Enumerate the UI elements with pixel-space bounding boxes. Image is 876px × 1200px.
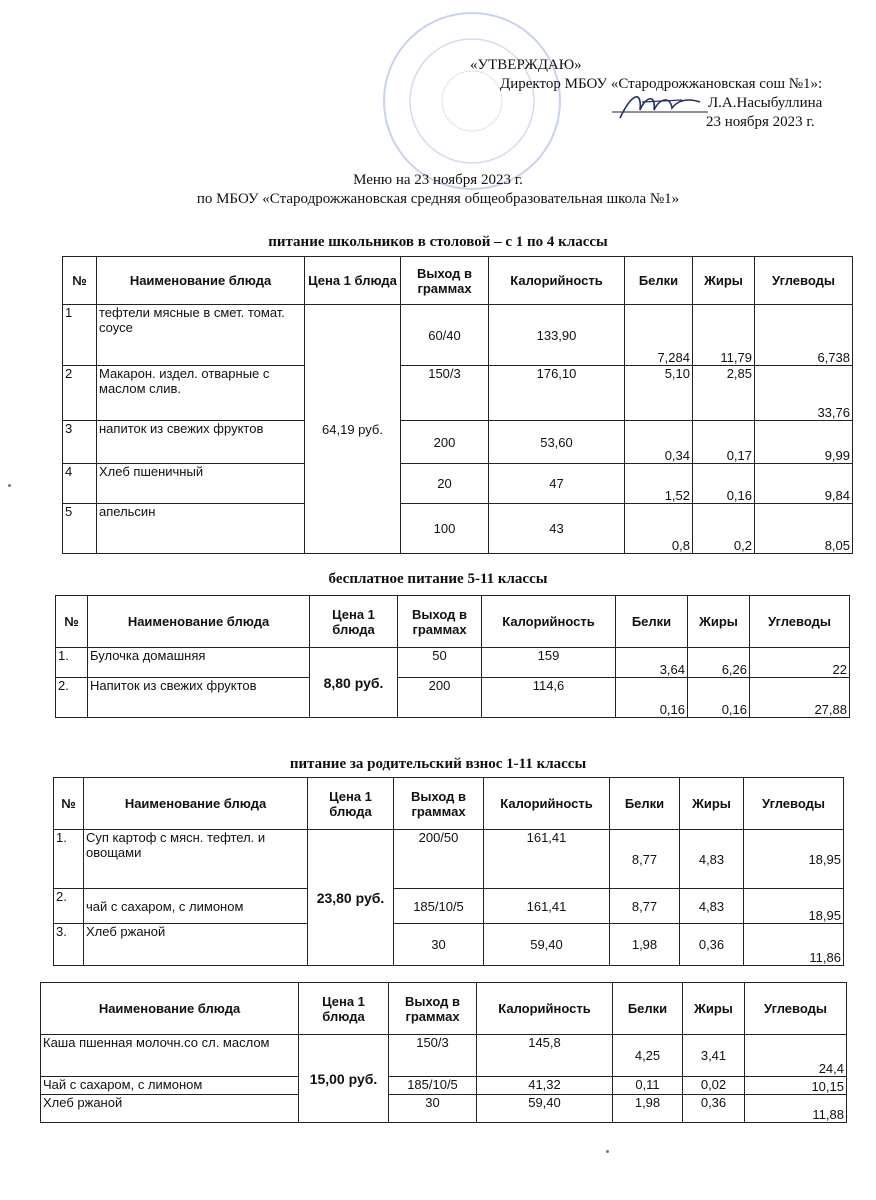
section-title-grades-1-4: питание школьников в столовой – с 1 по 4 классы bbox=[268, 234, 608, 250]
dish-carbs: 10,15 bbox=[745, 1077, 847, 1095]
dish-yield: 30 bbox=[389, 1095, 477, 1123]
col-header-yield: Выход в граммах bbox=[394, 778, 484, 830]
dish-fat: 2,85 bbox=[693, 366, 755, 421]
director-line: Директор МБОУ «Стародрожжановская сош №1»: bbox=[500, 76, 823, 92]
dish-name: напиток из свежих фруктов bbox=[97, 421, 305, 464]
dish-fat: 0,17 bbox=[693, 421, 755, 464]
col-header-kcal: Калорийность bbox=[477, 983, 613, 1035]
dish-protein: 1,98 bbox=[610, 924, 680, 966]
row-num: 2. bbox=[54, 889, 84, 924]
dish-kcal: 114,6 bbox=[482, 678, 616, 718]
table-row bbox=[56, 648, 850, 678]
table-header-row bbox=[41, 983, 847, 1035]
col-header-price: Цена 1 блюда bbox=[308, 778, 394, 830]
dish-protein: 0,16 bbox=[616, 678, 688, 718]
dish-kcal: 145,8 bbox=[477, 1035, 613, 1077]
menu-title: Меню на 23 ноября 2023 г. bbox=[353, 172, 523, 188]
row-num: 3. bbox=[54, 924, 84, 966]
dish-protein: 1,98 bbox=[613, 1095, 683, 1123]
dish-carbs: 18,95 bbox=[744, 830, 844, 889]
dish-name: Хлеб ржаной bbox=[41, 1095, 299, 1123]
dish-kcal: 41,32 bbox=[477, 1077, 613, 1095]
col-header-num: № bbox=[54, 778, 84, 830]
table-row bbox=[63, 504, 853, 554]
director-signature bbox=[612, 88, 712, 124]
dish-kcal: 43 bbox=[489, 504, 625, 554]
dish-name: Булочка домашняя bbox=[88, 648, 310, 678]
dish-protein: 1,52 bbox=[625, 464, 693, 504]
dish-kcal: 159 bbox=[482, 648, 616, 678]
col-header-carbs: Углеводы bbox=[755, 257, 853, 305]
menu-subtitle: по МБОУ «Стародрожжановская средняя общеобразовательная школа №1» bbox=[196, 191, 680, 207]
dish-kcal: 59,40 bbox=[477, 1095, 613, 1123]
dish-fat: 0,16 bbox=[688, 678, 750, 718]
scan-speck bbox=[8, 484, 11, 487]
dish-fat: 0,36 bbox=[680, 924, 744, 966]
dish-yield: 50 bbox=[398, 648, 482, 678]
dish-name: Напиток из свежих фруктов bbox=[88, 678, 310, 718]
table-row bbox=[54, 889, 844, 924]
dish-yield: 60/40 bbox=[401, 305, 489, 366]
col-header-name: Наименование блюда bbox=[97, 257, 305, 305]
table-row bbox=[63, 305, 853, 366]
col-header-price: Цена 1 блюда bbox=[310, 596, 398, 648]
dish-price: 23,80 руб. bbox=[308, 830, 394, 966]
col-header-price: Цена 1 блюда bbox=[305, 257, 401, 305]
dish-name: чай с сахаром, с лимоном bbox=[84, 889, 308, 924]
col-header-yield: Выход в граммах bbox=[401, 257, 489, 305]
col-header-num: № bbox=[56, 596, 88, 648]
table-header-row bbox=[63, 257, 853, 305]
dish-kcal: 161,41 bbox=[484, 889, 610, 924]
col-header-protein: Белки bbox=[610, 778, 680, 830]
col-header-kcal: Калорийность bbox=[482, 596, 616, 648]
row-num: 3 bbox=[63, 421, 97, 464]
dish-protein: 0,8 bbox=[625, 504, 693, 554]
dish-kcal: 47 bbox=[489, 464, 625, 504]
dish-name: апельсин bbox=[97, 504, 305, 554]
col-header-kcal: Калорийность bbox=[489, 257, 625, 305]
dish-fat: 0,02 bbox=[683, 1077, 745, 1095]
col-header-yield: Выход в граммах bbox=[398, 596, 482, 648]
col-header-kcal: Калорийность bbox=[484, 778, 610, 830]
col-header-fat: Жиры bbox=[688, 596, 750, 648]
dish-carbs: 22 bbox=[750, 648, 850, 678]
col-header-protein: Белки bbox=[616, 596, 688, 648]
dish-carbs: 9,84 bbox=[755, 464, 853, 504]
dish-price: 8,80 руб. bbox=[310, 648, 398, 718]
table-row bbox=[56, 678, 850, 718]
col-header-name: Наименование блюда bbox=[88, 596, 310, 648]
row-num: 2 bbox=[63, 366, 97, 421]
col-header-yield: Выход в граммах bbox=[389, 983, 477, 1035]
dish-carbs: 8,05 bbox=[755, 504, 853, 554]
dish-kcal: 176,10 bbox=[489, 366, 625, 421]
menu-table-extra bbox=[40, 982, 847, 1123]
approve-label: «УТВЕРЖДАЮ» bbox=[470, 57, 582, 73]
col-header-protein: Белки bbox=[625, 257, 693, 305]
dish-yield: 185/10/5 bbox=[389, 1077, 477, 1095]
dish-carbs: 9,99 bbox=[755, 421, 853, 464]
dish-kcal: 59,40 bbox=[484, 924, 610, 966]
table-row bbox=[41, 1077, 847, 1095]
dish-yield: 185/10/5 bbox=[394, 889, 484, 924]
section-title-parent-fee: питание за родительский взнос 1-11 классы bbox=[289, 756, 587, 772]
dish-carbs: 11,86 bbox=[744, 924, 844, 966]
dish-name: Хлеб пшеничный bbox=[97, 464, 305, 504]
row-num: 1. bbox=[54, 830, 84, 889]
dish-protein: 0,34 bbox=[625, 421, 693, 464]
scan-speck bbox=[606, 1150, 609, 1153]
dish-name: Чай с сахаром, с лимоном bbox=[41, 1077, 299, 1095]
row-num: 4 bbox=[63, 464, 97, 504]
dish-protein: 8,77 bbox=[610, 830, 680, 889]
table-header-row bbox=[54, 778, 844, 830]
dish-protein: 0,11 bbox=[613, 1077, 683, 1095]
dish-price: 64,19 руб. bbox=[305, 305, 401, 554]
director-name: Л.А.Насыбуллина bbox=[708, 95, 823, 111]
dish-protein: 7,284 bbox=[625, 305, 693, 366]
row-num: 1 bbox=[63, 305, 97, 366]
dish-fat: 4,83 bbox=[680, 830, 744, 889]
menu-table-parent-fee bbox=[53, 777, 844, 966]
table-header-row bbox=[56, 596, 850, 648]
dish-name: Хлеб ржаной bbox=[84, 924, 308, 966]
table-row bbox=[41, 1035, 847, 1077]
dish-yield: 200 bbox=[398, 678, 482, 718]
dish-fat: 6,26 bbox=[688, 648, 750, 678]
col-header-name: Наименование блюда bbox=[41, 983, 299, 1035]
dish-fat: 0,16 bbox=[693, 464, 755, 504]
dish-protein: 3,64 bbox=[616, 648, 688, 678]
dish-fat: 11,79 bbox=[693, 305, 755, 366]
section-title-free-meals: бесплатное питание 5-11 классы bbox=[328, 571, 548, 587]
dish-fat: 0,36 bbox=[683, 1095, 745, 1123]
dish-carbs: 33,76 bbox=[755, 366, 853, 421]
dish-carbs: 18,95 bbox=[744, 889, 844, 924]
dish-carbs: 27,88 bbox=[750, 678, 850, 718]
dish-yield: 20 bbox=[401, 464, 489, 504]
dish-yield: 30 bbox=[394, 924, 484, 966]
col-header-name: Наименование блюда bbox=[84, 778, 308, 830]
col-header-price: Цена 1 блюда bbox=[299, 983, 389, 1035]
menu-table-free-meals bbox=[55, 595, 850, 718]
col-header-protein: Белки bbox=[613, 983, 683, 1035]
table-row bbox=[63, 464, 853, 504]
dish-kcal: 53,60 bbox=[489, 421, 625, 464]
dish-fat: 4,83 bbox=[680, 889, 744, 924]
dish-yield: 150/3 bbox=[389, 1035, 477, 1077]
dish-name: тефтели мясные в смет. томат. соусе bbox=[97, 305, 305, 366]
dish-yield: 150/3 bbox=[401, 366, 489, 421]
dish-name: Суп картоф с мясн. тефтел. и овощами bbox=[84, 830, 308, 889]
col-header-fat: Жиры bbox=[680, 778, 744, 830]
table-row bbox=[41, 1095, 847, 1123]
col-header-num: № bbox=[63, 257, 97, 305]
col-header-carbs: Углеводы bbox=[744, 778, 844, 830]
dish-fat: 3,41 bbox=[683, 1035, 745, 1077]
row-num: 2. bbox=[56, 678, 88, 718]
approval-date: 23 ноября 2023 г. bbox=[706, 114, 815, 130]
table-row bbox=[54, 830, 844, 889]
dish-kcal: 133,90 bbox=[489, 305, 625, 366]
menu-table-grades-1-4 bbox=[62, 256, 853, 554]
dish-yield: 200 bbox=[401, 421, 489, 464]
table-row bbox=[54, 924, 844, 966]
dish-protein: 5,10 bbox=[625, 366, 693, 421]
col-header-carbs: Углеводы bbox=[745, 983, 847, 1035]
dish-yield: 200/50 bbox=[394, 830, 484, 889]
table-row bbox=[63, 421, 853, 464]
dish-fat: 0,2 bbox=[693, 504, 755, 554]
table-row bbox=[63, 366, 853, 421]
dish-carbs: 24,4 bbox=[745, 1035, 847, 1077]
row-num: 5 bbox=[63, 504, 97, 554]
dish-carbs: 6,738 bbox=[755, 305, 853, 366]
dish-carbs: 11,88 bbox=[745, 1095, 847, 1123]
dish-protein: 8,77 bbox=[610, 889, 680, 924]
dish-yield: 100 bbox=[401, 504, 489, 554]
dish-price: 15,00 руб. bbox=[299, 1035, 389, 1123]
row-num: 1. bbox=[56, 648, 88, 678]
col-header-fat: Жиры bbox=[683, 983, 745, 1035]
col-header-carbs: Углеводы bbox=[750, 596, 850, 648]
dish-name: Каша пшенная молочн.со сл. маслом bbox=[41, 1035, 299, 1077]
dish-protein: 4,25 bbox=[613, 1035, 683, 1077]
dish-name: Макарон. издел. отварные с маслом слив. bbox=[97, 366, 305, 421]
dish-kcal: 161,41 bbox=[484, 830, 610, 889]
col-header-fat: Жиры bbox=[693, 257, 755, 305]
